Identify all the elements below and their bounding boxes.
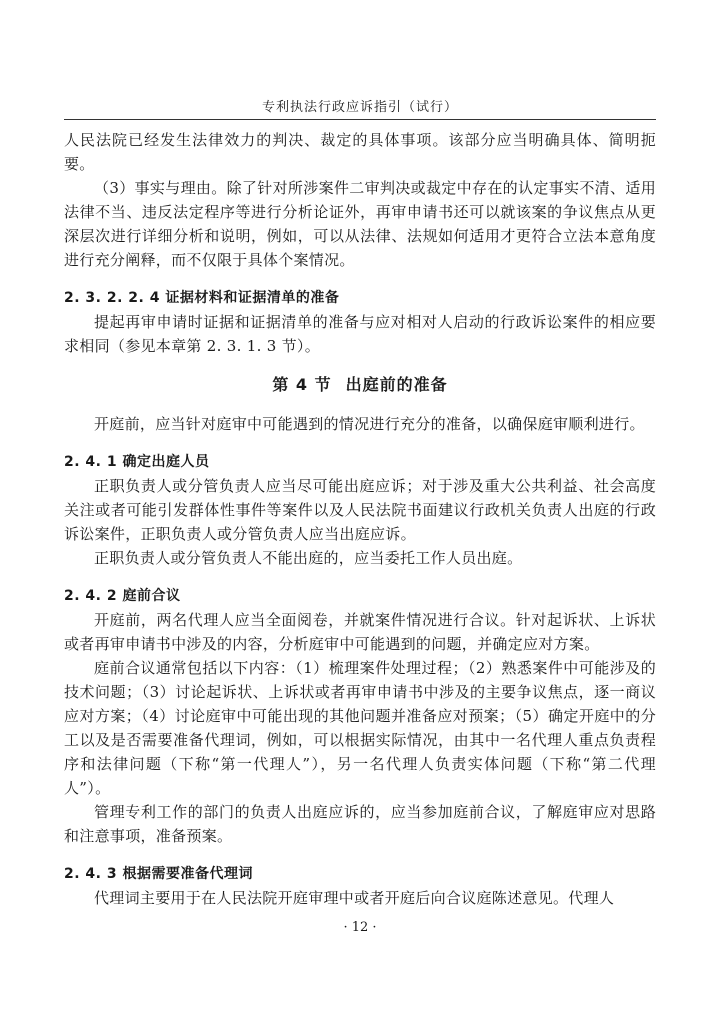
page-content: [64, 128, 656, 910]
paragraph-attendance-1: 正职负责人或分管负责人应当尽可能出庭应诉；对于涉及重大公共利益、社会高度关注或者可能引发群体性事件等案件以及人民法院书面建议行政机关负责人出庭的行政诉讼案件，正职负责人或分管负责人应当出庭应诉。: [64, 477, 656, 543]
heading-2-4-2: 2. 4. 2 庭前合议: [64, 588, 181, 604]
paragraph-agency-statement: 代理词主要用于在人民法院开庭审理中或者开庭后向合议庭陈述意见。代理人: [94, 889, 615, 907]
heading-2-4-3: 2. 4. 3 根据需要准备代理词: [64, 866, 253, 882]
paragraph-pretrial-2: 庭前合议通常包括以下内容：（1）梳理案件处理过程；（2）熟悉案件中可能涉及的技术问题；（3）讨论起诉状、上诉状或者再审申请书中涉及的主要争议焦点，逐一商议应对方案；（4）讨论庭审中可能出现的其他问题并准备应对预案；（5）确定开庭中的分工以及是否需要准备代理词，例如，可以根据实际情况，由其中一名代理人重点负责程序和法律问题（下称“第一代理人”），另一名代理人负责实体问题（下称“第二代理人”）。: [64, 659, 656, 797]
paragraph-evidence: 提起再审申请时证据和证据清单的准备与应对相对人启动的行政诉讼案件的相应要求相同（参见本章第 2. 3. 1. 3 节）。: [64, 313, 656, 355]
paragraph-section-intro: 开庭前，应当针对庭审中可能遇到的情况进行充分的准备，以确保庭审顺利进行。: [94, 415, 645, 433]
section-title: [64, 372, 656, 398]
heading-2-3-2-2-4: 2. 3. 2. 2. 4 证据材料和证据清单的准备: [64, 290, 340, 306]
paragraph-pretrial-3: 管理专利工作的部门的负责人出庭应诉的，应当参加庭前合议，了解庭审应对思路和注意事项，准备预案。: [64, 803, 656, 845]
paragraph-attendance-2: 正职负责人或分管负责人不能出庭的，应当委托工作人员出庭。: [94, 549, 523, 567]
page-number: · 12 ·: [343, 920, 377, 935]
paragraph-facts-reasons: （3）事实与理由。除了针对所涉案件二审判决或裁定中存在的认定事实不清、适用法律不当、违反法定程序等进行分析论证外，再审申请书还可以就该案的争议焦点从更深层次进行详细分析和说明，例如，可以从法律、法规如何适用才更符合立法本意角度进行充分阐释，而不仅限于具体个案情况。: [64, 179, 656, 269]
section-name: 出庭前的准备: [345, 375, 448, 394]
paragraph-pretrial-1: 开庭前，两名代理人应当全面阅卷，并就案件情况进行合议。针对起诉状、上诉状或者再审申请书中涉及的内容，分析庭审中可能遇到的问题，并确定应对方案。: [64, 611, 656, 653]
section-number: 第 4 节: [272, 375, 332, 394]
running-header: 专利执法行政应诉指引（试行）: [261, 100, 458, 115]
paragraph-continued: 人民法院已经发生法律效力的判决、裁定的具体事项。该部分应当明确具体、简明扼要。: [64, 131, 656, 173]
heading-2-4-1: 2. 4. 1 确定出庭人员: [64, 454, 210, 470]
header-rule: [64, 119, 656, 120]
